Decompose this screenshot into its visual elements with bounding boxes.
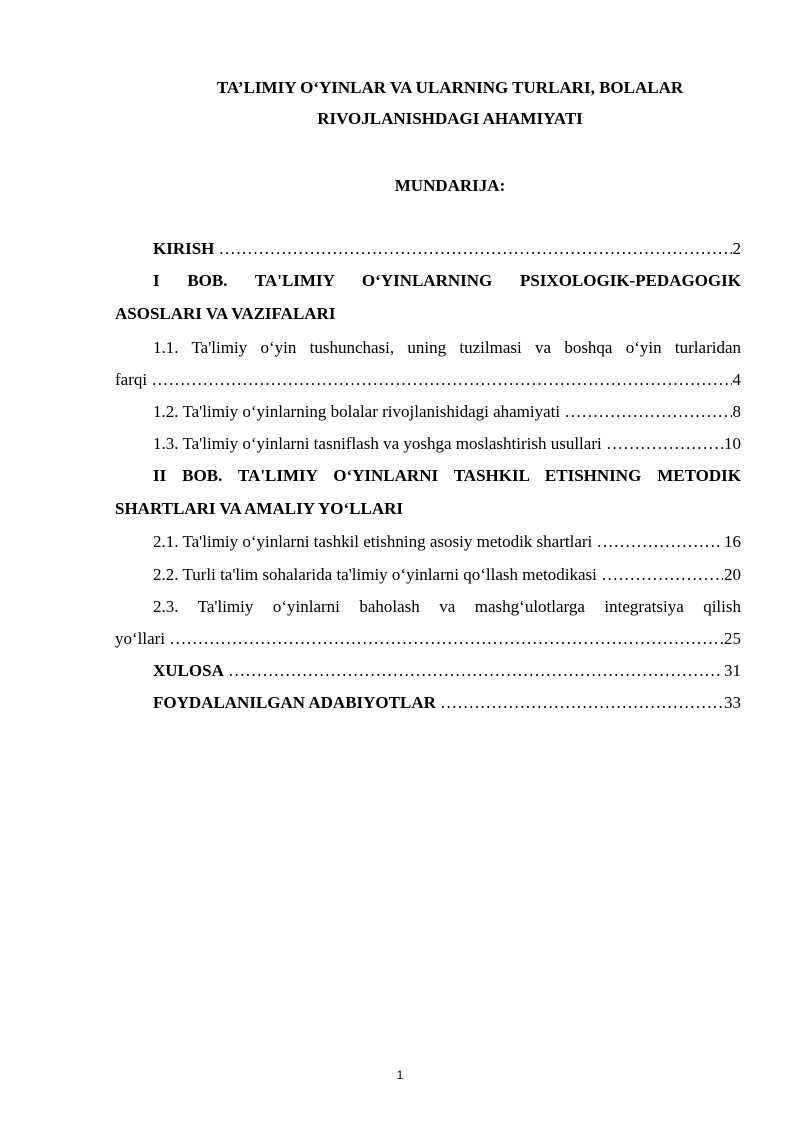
toc-chapter-2-line-1[interactable]: II BOB. TA'LIMIY O‘YINLARNI TASHKIL ETISHNING METODIK [153,466,741,485]
toc-page-number: 20 [724,565,741,584]
toc-entry-label: 1.3. Ta'limiy o‘yinlarni tasniflash va yoshga moslashtirish usullari [153,434,602,453]
toc-leader-dots [602,433,723,455]
toc-page-number: 2 [732,239,741,258]
toc-page-number: 16 [724,532,741,551]
toc-page-number: 33 [724,693,741,712]
toc-leader-dots [436,692,723,714]
toc-leader-dots [224,660,723,682]
document-title-line-2: RIVOJLANISHDAGI AHAMIYATI [317,109,583,128]
toc-page-number: 10 [724,434,741,453]
toc-entry-label: FOYDALANILGAN ADABIYOTLAR [153,693,436,712]
toc-heading: MUNDARIJA: [394,176,506,195]
toc-leader-dots [560,401,731,423]
toc-chapter-1-line-2[interactable]: ASOSLARI VA VAZIFALARI [115,304,336,323]
toc-entry-label: 2.2. Turli ta'lim sohalarida ta'limiy o‘yinlarni qo‘llash metodikasi [153,565,597,584]
toc-leader-dots [147,369,731,391]
toc-entry-references[interactable] [153,692,741,714]
toc-page-number: 8 [732,402,741,421]
toc-entry-label: 1.2. Ta'limiy o‘yinlarning bolalar rivojlanishidagi ahamiyati [153,402,561,421]
toc-entry-label: farqi [115,370,148,389]
toc-leader-dots [592,531,723,553]
toc-section-1-1-line-2[interactable] [115,369,741,391]
toc-page-number: 31 [724,661,741,680]
toc-section-2-3-line-1[interactable]: 2.3. Ta'limiy o‘yinlarni baholash va mashg‘ulotlarga integratsiya qilish [153,597,741,616]
toc-leader-dots [597,564,723,586]
toc-page-number: 25 [724,629,741,648]
toc-entry-label: KIRISH [153,239,215,258]
toc-chapter-2-line-2[interactable]: SHARTLARI VA AMALIY YO‘LLARI [115,499,403,518]
toc-entry-section-1-2[interactable] [153,401,741,423]
toc-chapter-1-line-1[interactable]: I BOB. TA'LIMIY O‘YINLARNING PSIXOLOGIK-PEDAGOGIK [153,271,741,290]
toc-entry-label: 2.1. Ta'limiy o‘yinlarni tashkil etishning asosiy metodik shartlari [153,532,593,551]
toc-leader-dots [214,238,731,260]
toc-entry-section-2-1[interactable] [153,531,741,553]
toc-entry-section-1-3[interactable] [153,433,741,455]
toc-entry-kirish[interactable] [153,238,741,260]
toc-entry-label: XULOSA [153,661,224,680]
toc-entry-xulosa[interactable] [153,660,741,682]
page-number: 1 [396,1068,404,1082]
toc-entry-label: yo‘llari [115,629,166,648]
toc-page-number: 4 [732,370,741,389]
toc-section-1-1-line-1[interactable]: 1.1. Ta'limiy o‘yin tushunchasi, uning tuzilmasi va boshqa o‘yin turlaridan [153,338,741,357]
document-title-line-1: TA’LIMIY O‘YINLAR VA ULARNING TURLARI, BOLALAR [216,78,684,97]
toc-entry-section-2-2[interactable] [153,564,741,586]
toc-section-2-3-line-2[interactable] [115,628,741,650]
toc-leader-dots [165,628,723,650]
